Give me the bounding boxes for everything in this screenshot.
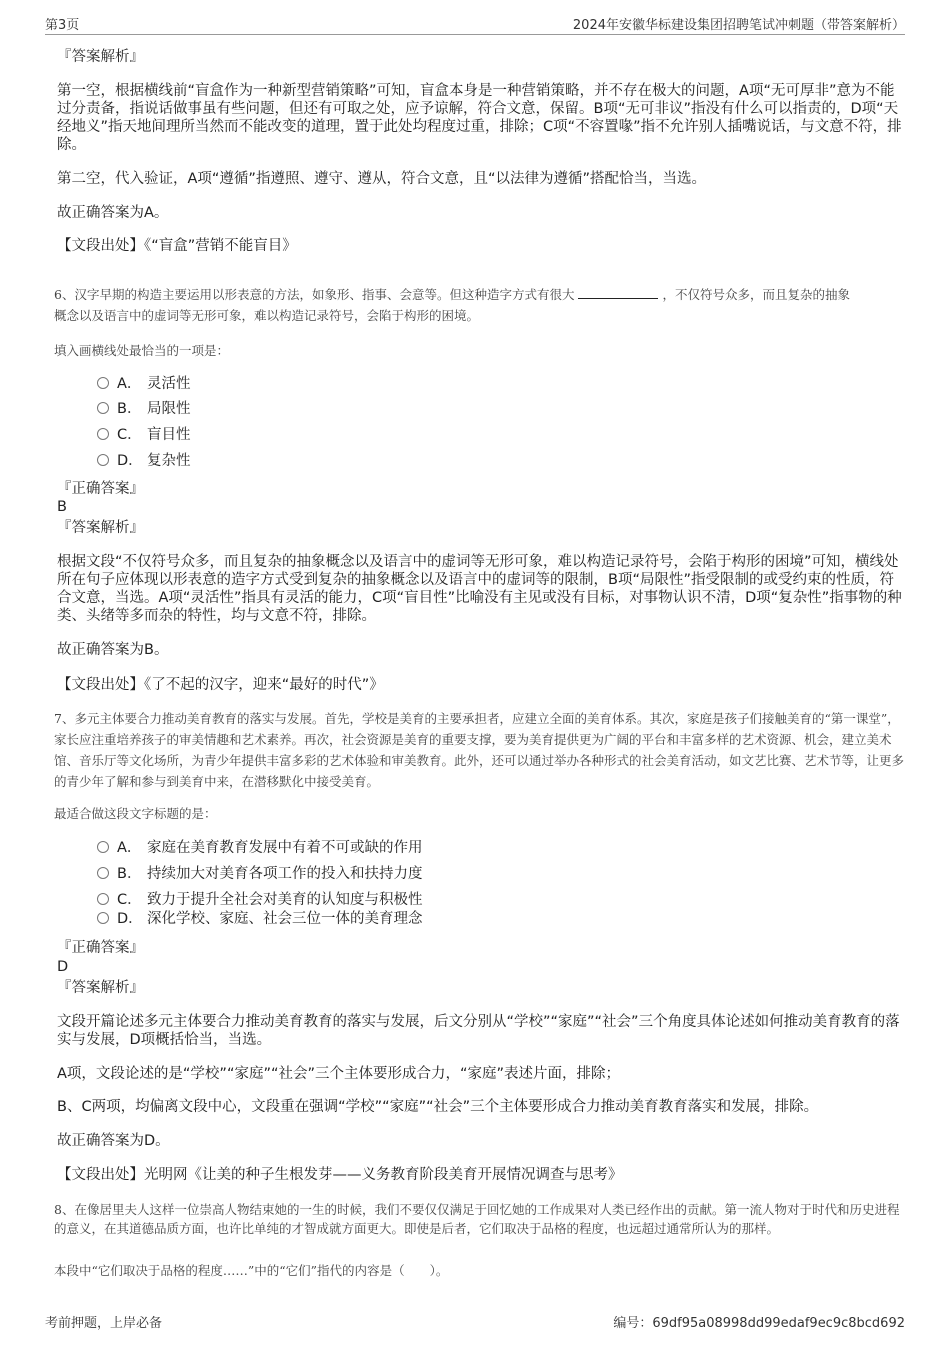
radio-icon[interactable] [97, 377, 109, 389]
q7-option-b[interactable]: B． 持续加大对美育各项工作的投入和扶持力度 [97, 864, 423, 884]
q5-conclusion: 故正确答案为A。 [57, 205, 169, 221]
page-header [45, 14, 905, 35]
q7-analysis-p1: 文段开篇论述多元主体要合力推动美育教育的落实与发展，后文分别从“学校”“家庭”“社会”三个角度具体论述如何推动美育教育的落实与发展，D项概括恰当，当选。 [57, 1014, 900, 1048]
q7-answer-heading: 『正确答案』 [57, 940, 144, 956]
radio-icon[interactable] [97, 867, 109, 879]
q7-answer: D [57, 959, 69, 975]
footer-slogan: 考前押题，上岸必备 [45, 1316, 163, 1331]
radio-icon[interactable] [97, 428, 109, 440]
radio-icon[interactable] [97, 841, 109, 853]
q6-analysis-heading: 『答案解析』 [57, 520, 144, 536]
q5-analysis-heading: 『答案解析』 [57, 49, 144, 65]
q6-prompt: 填入画横线处最恰当的一项是： [54, 343, 230, 358]
q6-analysis-p1: 根据文段“不仅符号众多，而且复杂的抽象概念以及语言中的虚词等无形可象，难以构造记录符号，会陷于构形的困境”可知，横线处所在句子应体现以形表意的造字方式受到复杂的抽象概念以及语言中的虚词等的限制，B项“局限性”指受限制的或受约束的性质，符合文意，当选。A项“灵活性”指具有灵活的能力，C项“盲目性”比喻没有主见或没有目标，对事物认识不清，D项“复杂性”指事物的种类、头绪等多而杂的特性，均与文意不符，排除。 [57, 554, 902, 624]
page-number: 第3页 [45, 18, 80, 33]
q7-conclusion: 故正确答案为D。 [57, 1133, 170, 1149]
q7-analysis-p2: A项，文段论述的是“学校”“家庭”“社会”三个主体要形成合力，“家庭”表述片面，排除； [57, 1066, 621, 1082]
q6-conclusion: 故正确答案为B。 [57, 642, 169, 658]
radio-icon[interactable] [97, 454, 109, 466]
q7-analysis-heading: 『答案解析』 [57, 980, 144, 996]
q6-option-b[interactable]: B． 局限性 [97, 399, 191, 419]
q7-option-c[interactable]: C． 致力于提升全社会对美育的认知度与积极性 [97, 890, 423, 910]
radio-icon[interactable] [97, 912, 109, 924]
q6-answer-heading: 『正确答案』 [57, 481, 144, 497]
q5-source: 【文段出处】《“盲盒”营销不能盲目》 [57, 238, 297, 254]
q5-analysis-p2: 第二空，代入验证，A项“遵循”指遵照、遵守、遵从，符合文意，且“以法律为遵循”搭配恰当，当选。 [57, 171, 706, 187]
q6-stem-part2: ，不仅符号众多，而且复杂的抽象 [662, 287, 850, 302]
q6-stem-line2: 概念以及语言中的虚词等无形可象，难以构造记录符号，会陷于构形的困境。 [54, 308, 480, 323]
q6-stem [54, 284, 905, 305]
q6-option-a[interactable]: A． 灵活性 [97, 374, 191, 394]
document-title: 2024年安徽华标建设集团招聘笔试冲刺题（带答案解析） [572, 18, 905, 33]
q8-question: 本段中“它们取决于品格的程度……”中的“它们”指代的内容是（ ）。 [54, 1263, 449, 1278]
q7-prompt: 最适合做这段文字标题的是： [54, 806, 217, 821]
q6-stem-part1: 6、汉字早期的构造主要运用以形表意的方法，如象形、指事、会意等。但这种造字方式有很大 [54, 287, 575, 302]
q6-option-c[interactable]: C． 盲目性 [97, 425, 191, 445]
q7-option-d[interactable]: D． 深化学校、家庭、社会三位一体的美育理念 [97, 909, 423, 929]
q6-blank [578, 286, 658, 299]
radio-icon[interactable] [97, 893, 109, 905]
q6-answer: B [57, 499, 67, 515]
radio-icon[interactable] [97, 402, 109, 414]
q7-stem: 7、多元主体要合力推动美育教育的落实与发展。首先，学校是美育的主要承担者，应建立全面的美育体系。其次，家庭是孩子们接触美育的“第一课堂”，家长应注重培养孩子的审美情趣和艺术素养。再次，社会资源是美育的重要支撑，要为美育提供更为广阔的平台和丰富多样的艺术资源、机会，建立美术馆、音乐厅等文化场所，为青少年提供丰富多彩的艺术体验和审美教育。此外，还可以通过举办各种形式的社会美育活动，如文艺比赛、艺术节等，让更多的青少年了解和参与到美育中来，在潜移默化中接受美育。 [54, 711, 905, 789]
q6-source: 【文段出处】《了不起的汉字，迎来“最好的时代”》 [57, 677, 384, 693]
q7-source: 【文段出处】光明网《让美的种子生根发芽——义务教育阶段美育开展情况调查与思考》 [57, 1167, 623, 1183]
q6-option-d[interactable]: D． 复杂性 [97, 451, 191, 471]
q7-option-a[interactable]: A． 家庭在美育教育发展中有着不可或缺的作用 [97, 838, 423, 858]
document-code: 编号：69df95a08998dd99edaf9ec9c8bcd692 [613, 1316, 905, 1331]
q8-stem: 8、在像居里夫人这样一位崇高人物结束她的一生的时候，我们不要仅仅满足于回忆她的工作成果对人类已经作出的贡献。第一流人物对于时代和历史进程的意义，在其道德品质方面，也许比单纯的才智成就方面更大。即使是后者，它们取决于品格的程度，也远超过通常所认为的那样。 [54, 1202, 900, 1236]
q5-analysis-p1: 第一空，根据横线前“盲盒作为一种新型营销策略”可知，盲盒本身是一种营销策略，并不存在极大的问题，A项“无可厚非”意为不能过分责备，指说话做事虽有些问题，但还有可取之处，应予谅解，符合文意，保留。B项“无可非议”指没有什么可以指责的，D项“天经地义”指天地间理所当然而不能改变的道理，置于此处均程度过重，排除；C项“不容置喙”指不允许别人插嘴说话，与文意不符，排除。 [57, 83, 902, 153]
q7-analysis-p3: B、C两项，均偏离文段中心，文段重在强调“学校”“家庭”“社会”三个主体要形成合力推动美育教育落实和发展，排除。 [57, 1099, 819, 1115]
